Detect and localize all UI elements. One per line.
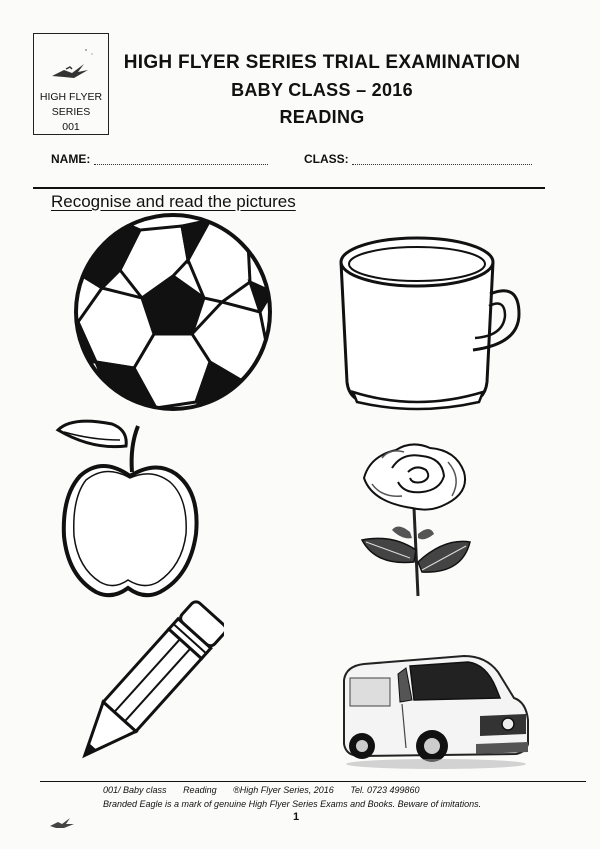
instruction: Recognise and read the pictures [51, 192, 296, 211]
eagle-small-icon [48, 812, 76, 834]
footer-divider [40, 781, 586, 782]
name-field[interactable] [94, 164, 268, 165]
logo-box [33, 33, 109, 135]
rose-icon [352, 438, 478, 600]
logo-line-2: SERIES [51, 106, 91, 118]
footer-code: 001/ Baby class [103, 785, 167, 795]
pencil-icon [74, 598, 224, 770]
exam-subtitle: BABY CLASS – 2016 [231, 80, 413, 100]
footer-tel: Tel. 0723 499860 [350, 785, 420, 795]
logo-text [34, 90, 108, 135]
cup-icon [333, 232, 523, 412]
footer-notice: Branded Eagle is a mark of genuine High Flyer Series Exams and Books. Beware of imitations. [103, 799, 482, 809]
page-number: 1 [293, 811, 300, 823]
class-field[interactable] [352, 164, 532, 165]
football-icon [72, 212, 274, 412]
van-icon [340, 648, 532, 770]
class-label: CLASS: [304, 152, 349, 166]
header-divider [33, 187, 545, 189]
logo-line-1: HIGH FLYER [39, 91, 103, 103]
footer-copyright: ®High Flyer Series, 2016 [233, 785, 334, 795]
exam-subject: READING [279, 107, 365, 127]
exam-title: HIGH FLYER SERIES TRIAL EXAMINATION [123, 52, 521, 73]
footer-subject: Reading [183, 785, 217, 795]
apple-icon [52, 416, 202, 598]
logo-line-3: 001 [62, 121, 80, 133]
name-label: NAME: [51, 152, 91, 166]
footer-info [103, 785, 434, 795]
eagle-logo-icon [42, 40, 100, 88]
